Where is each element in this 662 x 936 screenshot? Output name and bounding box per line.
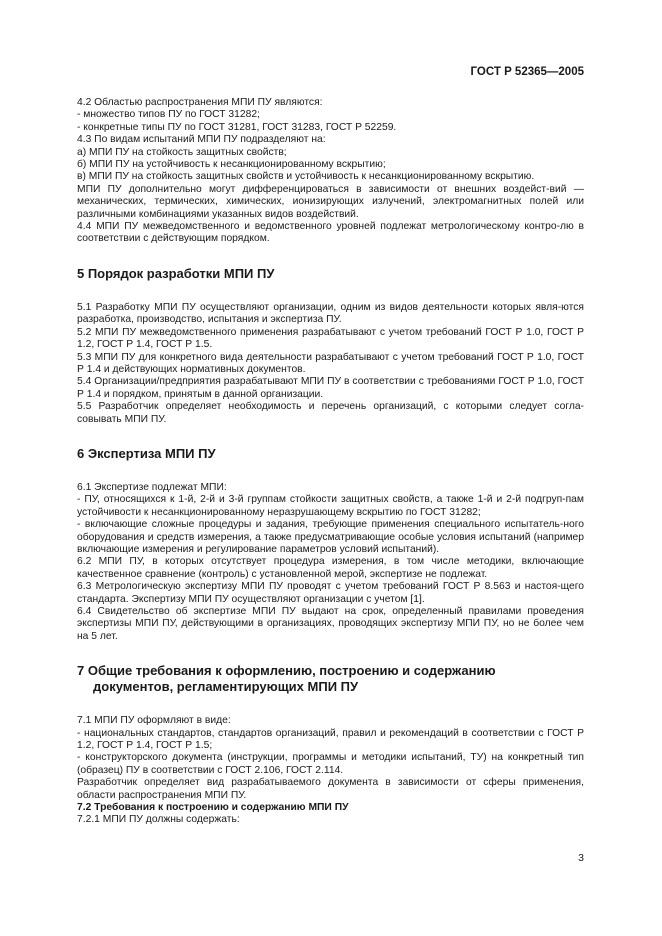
list-item: а) МПИ ПУ на стойкость защитных свойств; xyxy=(77,146,287,158)
clause-6-2: 6.2 МПИ ПУ, в которых отсутствует процедура измерения, в том числе методики, включающие качественное сравнение (контроль) с установленной мерой, экспертизе не подлежат. xyxy=(77,556,584,580)
section-7-title-line1: 7 Общие требования к оформлению, построению и содержанию xyxy=(77,663,496,679)
clause-5-4: 5.4 Организации/предприятия разрабатывают МПИ ПУ в соответствии с требованиями ГОСТ Р 1.0, ГОСТ Р 1.4 и порядком, принятым в данной организации. xyxy=(77,376,584,400)
clause-6-1: 6.1 Экспертизе подлежат МПИ: xyxy=(77,481,227,493)
clause-7-1: 7.1 МПИ ПУ оформляют в виде: xyxy=(77,715,231,727)
document-code: ГОСТ Р 52365—2005 xyxy=(470,66,584,78)
section-7-title-line2: документов, регламентирующих МПИ ПУ xyxy=(93,679,359,695)
list-item: - конструкторского документа (инструкции, программы и методики испытаний, ТУ) на конкретный тип (образец) ПУ в соответствии с ГОСТ 2.106, ГОСТ 2.114. xyxy=(77,752,584,776)
clause-4-4: 4.4 МПИ ПУ межведомственного и ведомственного уровней подлежат метрологическому контро-лю в соответствии с действующим порядком. xyxy=(77,221,584,245)
paragraph: МПИ ПУ дополнительно могут дифференцироваться в зависимости от внешних воздейст-вий — механических, термических, химических, ионизирующих излучений, электромагнитных полей или различными комбинациями указанных видов воздействий. xyxy=(77,183,584,220)
page-number: 3 xyxy=(578,852,584,864)
list-item: - включающие сложные процедуры и задания, требующие применения специального испытатель-ного оборудования и средств измерения, а также предусматривающие особые условия испытаний (например включающие измерения и регулирование параметров условий испытаний). xyxy=(77,519,584,555)
list-item: - национальных стандартов, стандартов организаций, правил и рекомендаций в соответствии с ГОСТ Р 1.2, ГОСТ Р 1.4, ГОСТ Р 1.5; xyxy=(77,727,584,752)
clause-5-1: 5.1 Разработку МПИ ПУ осуществляют организации, одним из видов деятельности которых явля-ются разработка, производство, испытания и экспертиза ПУ. xyxy=(77,301,584,326)
subsection-7-2-title: 7.2 Требования к построению и содержанию МПИ ПУ xyxy=(77,802,349,814)
list-item: - конкретные типы ПУ по ГОСТ 31281, ГОСТ 31283, ГОСТ Р 52259. xyxy=(77,121,397,133)
list-item: - ПУ, относящихся к 1-й, 2-й и 3-й группам стойкости защитных свойств, а также 1-й и 2-й подгруп-пам устойчивости к несанкционированному неразрушающему вскрытию по ГОСТ 31282; xyxy=(77,494,584,518)
clause-6-4: 6.4 Свидетельство об экспертизе МПИ ПУ выдают на срок, определенный правилами проведения экспертизы МПИ ПУ, действующими в организациях, проводящих экспертизу МПИ ПУ, но не более чем на 5 лет. xyxy=(77,606,584,642)
list-item: - множество типов ПУ по ГОСТ 31282; xyxy=(77,109,260,121)
page-content xyxy=(77,97,584,827)
clause-5-3: 5.3 МПИ ПУ для конкретного вида деятельности разрабатывают с учетом требований ГОСТ Р 1.0, ГОСТ Р 1.4 и действующих нормативных документов. xyxy=(77,351,584,375)
section-5-title: 5 Порядок разработки МПИ ПУ xyxy=(77,265,275,281)
paragraph: Разработчик определяет вид разрабатываемого документа в зависимости от сферы применения, области распространения МПИ ПУ. xyxy=(77,777,584,801)
section-6-title: 6 Экспертиза МПИ ПУ xyxy=(77,445,216,461)
clause-6-3: 6.3 Метрологическую экспертизу МПИ ПУ проводят с учетом требований ГОСТ Р 8.563 и настоя-щего стандарта. Экспертизу МПИ ПУ осуществляют организации с учетом [1]. xyxy=(77,581,584,605)
list-item: б) МПИ ПУ на устойчивость к несанкционированному вскрытию; xyxy=(77,159,386,171)
clause-4-3: 4.3 По видам испытаний МПИ ПУ подразделяют на: xyxy=(77,134,326,146)
clause-7-2-1: 7.2.1 МПИ ПУ должны содержать: xyxy=(77,814,240,826)
clause-4-2: 4.2 Областью распространения МПИ ПУ являются: xyxy=(77,97,323,108)
clause-5-5: 5.5 Разработчик определяет необходимость и перечень организаций, с которыми следует согла-совывать МПИ ПУ. xyxy=(77,401,584,425)
list-item: в) МПИ ПУ на стойкость защитных свойств и устойчивость к несанкционированному вскрытию. xyxy=(77,171,535,183)
clause-5-2: 5.2 МПИ ПУ межведомственного применения разрабатывают с учетом требований ГОСТ Р 1.0, ГОСТ Р 1.2, ГОСТ Р 1.4, ГОСТ Р 1.5. xyxy=(77,326,584,351)
